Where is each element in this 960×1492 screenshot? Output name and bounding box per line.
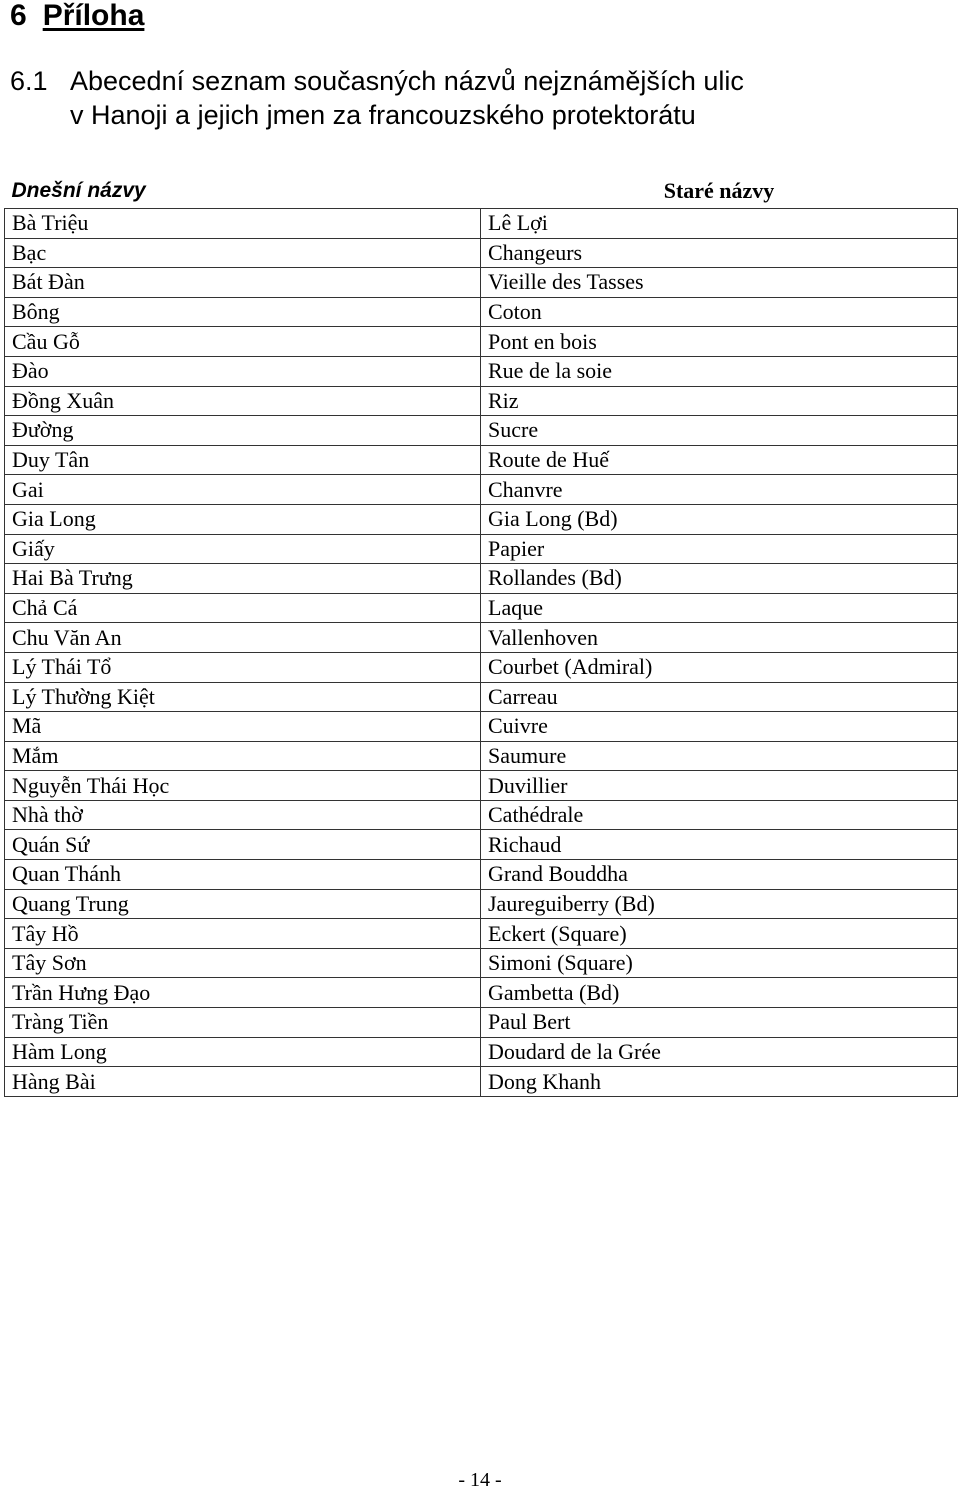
old-street-name: Jaureguiberry (Bd) xyxy=(481,889,958,919)
old-street-name: Lê Lợi xyxy=(481,209,958,239)
table-row xyxy=(5,564,958,594)
chapter-number: 6 xyxy=(10,0,27,32)
old-street-name: Pont en bois xyxy=(481,327,958,357)
old-street-name: Laque xyxy=(481,593,958,623)
old-street-name: Courbet (Admiral) xyxy=(481,652,958,682)
current-street-name: Nhà thờ xyxy=(5,800,481,830)
table-row xyxy=(5,919,958,949)
current-street-name: Bát Đàn xyxy=(5,268,481,298)
table-row xyxy=(5,593,958,623)
current-street-name: Trần Hưng Đạo xyxy=(5,978,481,1008)
current-street-name: Đồng Xuân xyxy=(5,386,481,416)
table-row xyxy=(5,889,958,919)
current-street-name: Cầu Gỗ xyxy=(5,327,481,357)
old-street-name: Rue de la soie xyxy=(481,356,958,386)
old-street-name: Gambetta (Bd) xyxy=(481,978,958,1008)
table-row xyxy=(5,830,958,860)
table-body xyxy=(5,209,958,1097)
table-row xyxy=(5,800,958,830)
table-row xyxy=(5,652,958,682)
old-street-name: Riz xyxy=(481,386,958,416)
old-street-name: Paul Bert xyxy=(481,1008,958,1038)
current-street-name: Tràng Tiền xyxy=(5,1008,481,1038)
section-title-line-2: v Hanoji a jejich jmen za francouzského protektorátu xyxy=(70,100,696,130)
old-street-name: Doudard de la Grée xyxy=(481,1037,958,1067)
current-street-name: Đào xyxy=(5,356,481,386)
current-street-name: Hai Bà Trưng xyxy=(5,564,481,594)
table-row xyxy=(5,860,958,890)
table-row xyxy=(5,386,958,416)
current-street-name: Chu Văn An xyxy=(5,623,481,653)
table-row xyxy=(5,475,958,505)
old-street-name: Cathédrale xyxy=(481,800,958,830)
chapter-heading xyxy=(10,0,144,35)
current-street-name: Giấy xyxy=(5,534,481,564)
current-street-name: Hàm Long xyxy=(5,1037,481,1067)
old-street-name: Sucre xyxy=(481,416,958,446)
current-street-name: Tây Sơn xyxy=(5,948,481,978)
current-street-name: Bà Triệu xyxy=(5,209,481,239)
table-row xyxy=(5,712,958,742)
old-street-name: Chanvre xyxy=(481,475,958,505)
old-street-name: Rollandes (Bd) xyxy=(481,564,958,594)
old-street-name: Carreau xyxy=(481,682,958,712)
table-row xyxy=(5,978,958,1008)
table-row xyxy=(5,1067,958,1097)
table-row xyxy=(5,1037,958,1067)
table-row xyxy=(5,268,958,298)
old-street-name: Dong Khanh xyxy=(481,1067,958,1097)
old-street-name: Cuivre xyxy=(481,712,958,742)
table-row xyxy=(5,771,958,801)
old-street-name: Richaud xyxy=(481,830,958,860)
current-street-name: Quán Sứ xyxy=(5,830,481,860)
current-street-name: Nguyễn Thái Học xyxy=(5,771,481,801)
section-title-line-1: Abecední seznam současných názvů nejznámějších ulic xyxy=(70,66,744,96)
table-row xyxy=(5,297,958,327)
old-street-name: Coton xyxy=(481,297,958,327)
street-names-table xyxy=(4,174,958,1097)
old-street-name: Papier xyxy=(481,534,958,564)
old-street-name: Vallenhoven xyxy=(481,623,958,653)
table-row xyxy=(5,416,958,446)
old-street-name: Grand Bouddha xyxy=(481,860,958,890)
current-street-name: Chả Cá xyxy=(5,593,481,623)
old-street-name: Simoni (Square) xyxy=(481,948,958,978)
table-row xyxy=(5,445,958,475)
old-street-name: Vieille des Tasses xyxy=(481,268,958,298)
old-street-name: Changeurs xyxy=(481,238,958,268)
current-street-name: Duy Tân xyxy=(5,445,481,475)
current-street-name: Bạc xyxy=(5,238,481,268)
old-street-name: Eckert (Square) xyxy=(481,919,958,949)
current-street-name: Quang Trung xyxy=(5,889,481,919)
table-row xyxy=(5,741,958,771)
table-row xyxy=(5,238,958,268)
chapter-title: Příloha xyxy=(42,0,145,32)
table-row xyxy=(5,356,958,386)
table-row xyxy=(5,209,958,239)
old-names-header: Staré názvy xyxy=(663,178,775,203)
table-row xyxy=(5,534,958,564)
current-street-name: Gia Long xyxy=(5,504,481,534)
section-number: 6.1 xyxy=(10,66,48,96)
table-row xyxy=(5,623,958,653)
current-street-name: Hàng Bài xyxy=(5,1067,481,1097)
current-street-name: Quan Thánh xyxy=(5,860,481,890)
current-street-name: Mắm xyxy=(5,741,481,771)
old-street-name: Duvillier xyxy=(481,771,958,801)
table-header-row xyxy=(5,174,958,209)
current-street-name: Bông xyxy=(5,297,481,327)
current-street-name: Mã xyxy=(5,712,481,742)
current-street-name: Gai xyxy=(5,475,481,505)
old-street-name: Gia Long (Bd) xyxy=(481,504,958,534)
old-street-name: Route de Huế xyxy=(481,445,958,475)
table-row xyxy=(5,327,958,357)
table-row xyxy=(5,1008,958,1038)
table-row xyxy=(5,948,958,978)
current-street-name: Lý Thường Kiệt xyxy=(5,682,481,712)
table-row xyxy=(5,682,958,712)
current-street-name: Đường xyxy=(5,416,481,446)
current-names-header: Dnešní názvy xyxy=(11,179,146,202)
section-heading xyxy=(10,64,744,132)
table-row xyxy=(5,504,958,534)
current-street-name: Lý Thái Tổ xyxy=(5,652,481,682)
old-street-name: Saumure xyxy=(481,741,958,771)
page-number: - 14 - xyxy=(458,1469,502,1491)
current-street-name: Tây Hồ xyxy=(5,919,481,949)
